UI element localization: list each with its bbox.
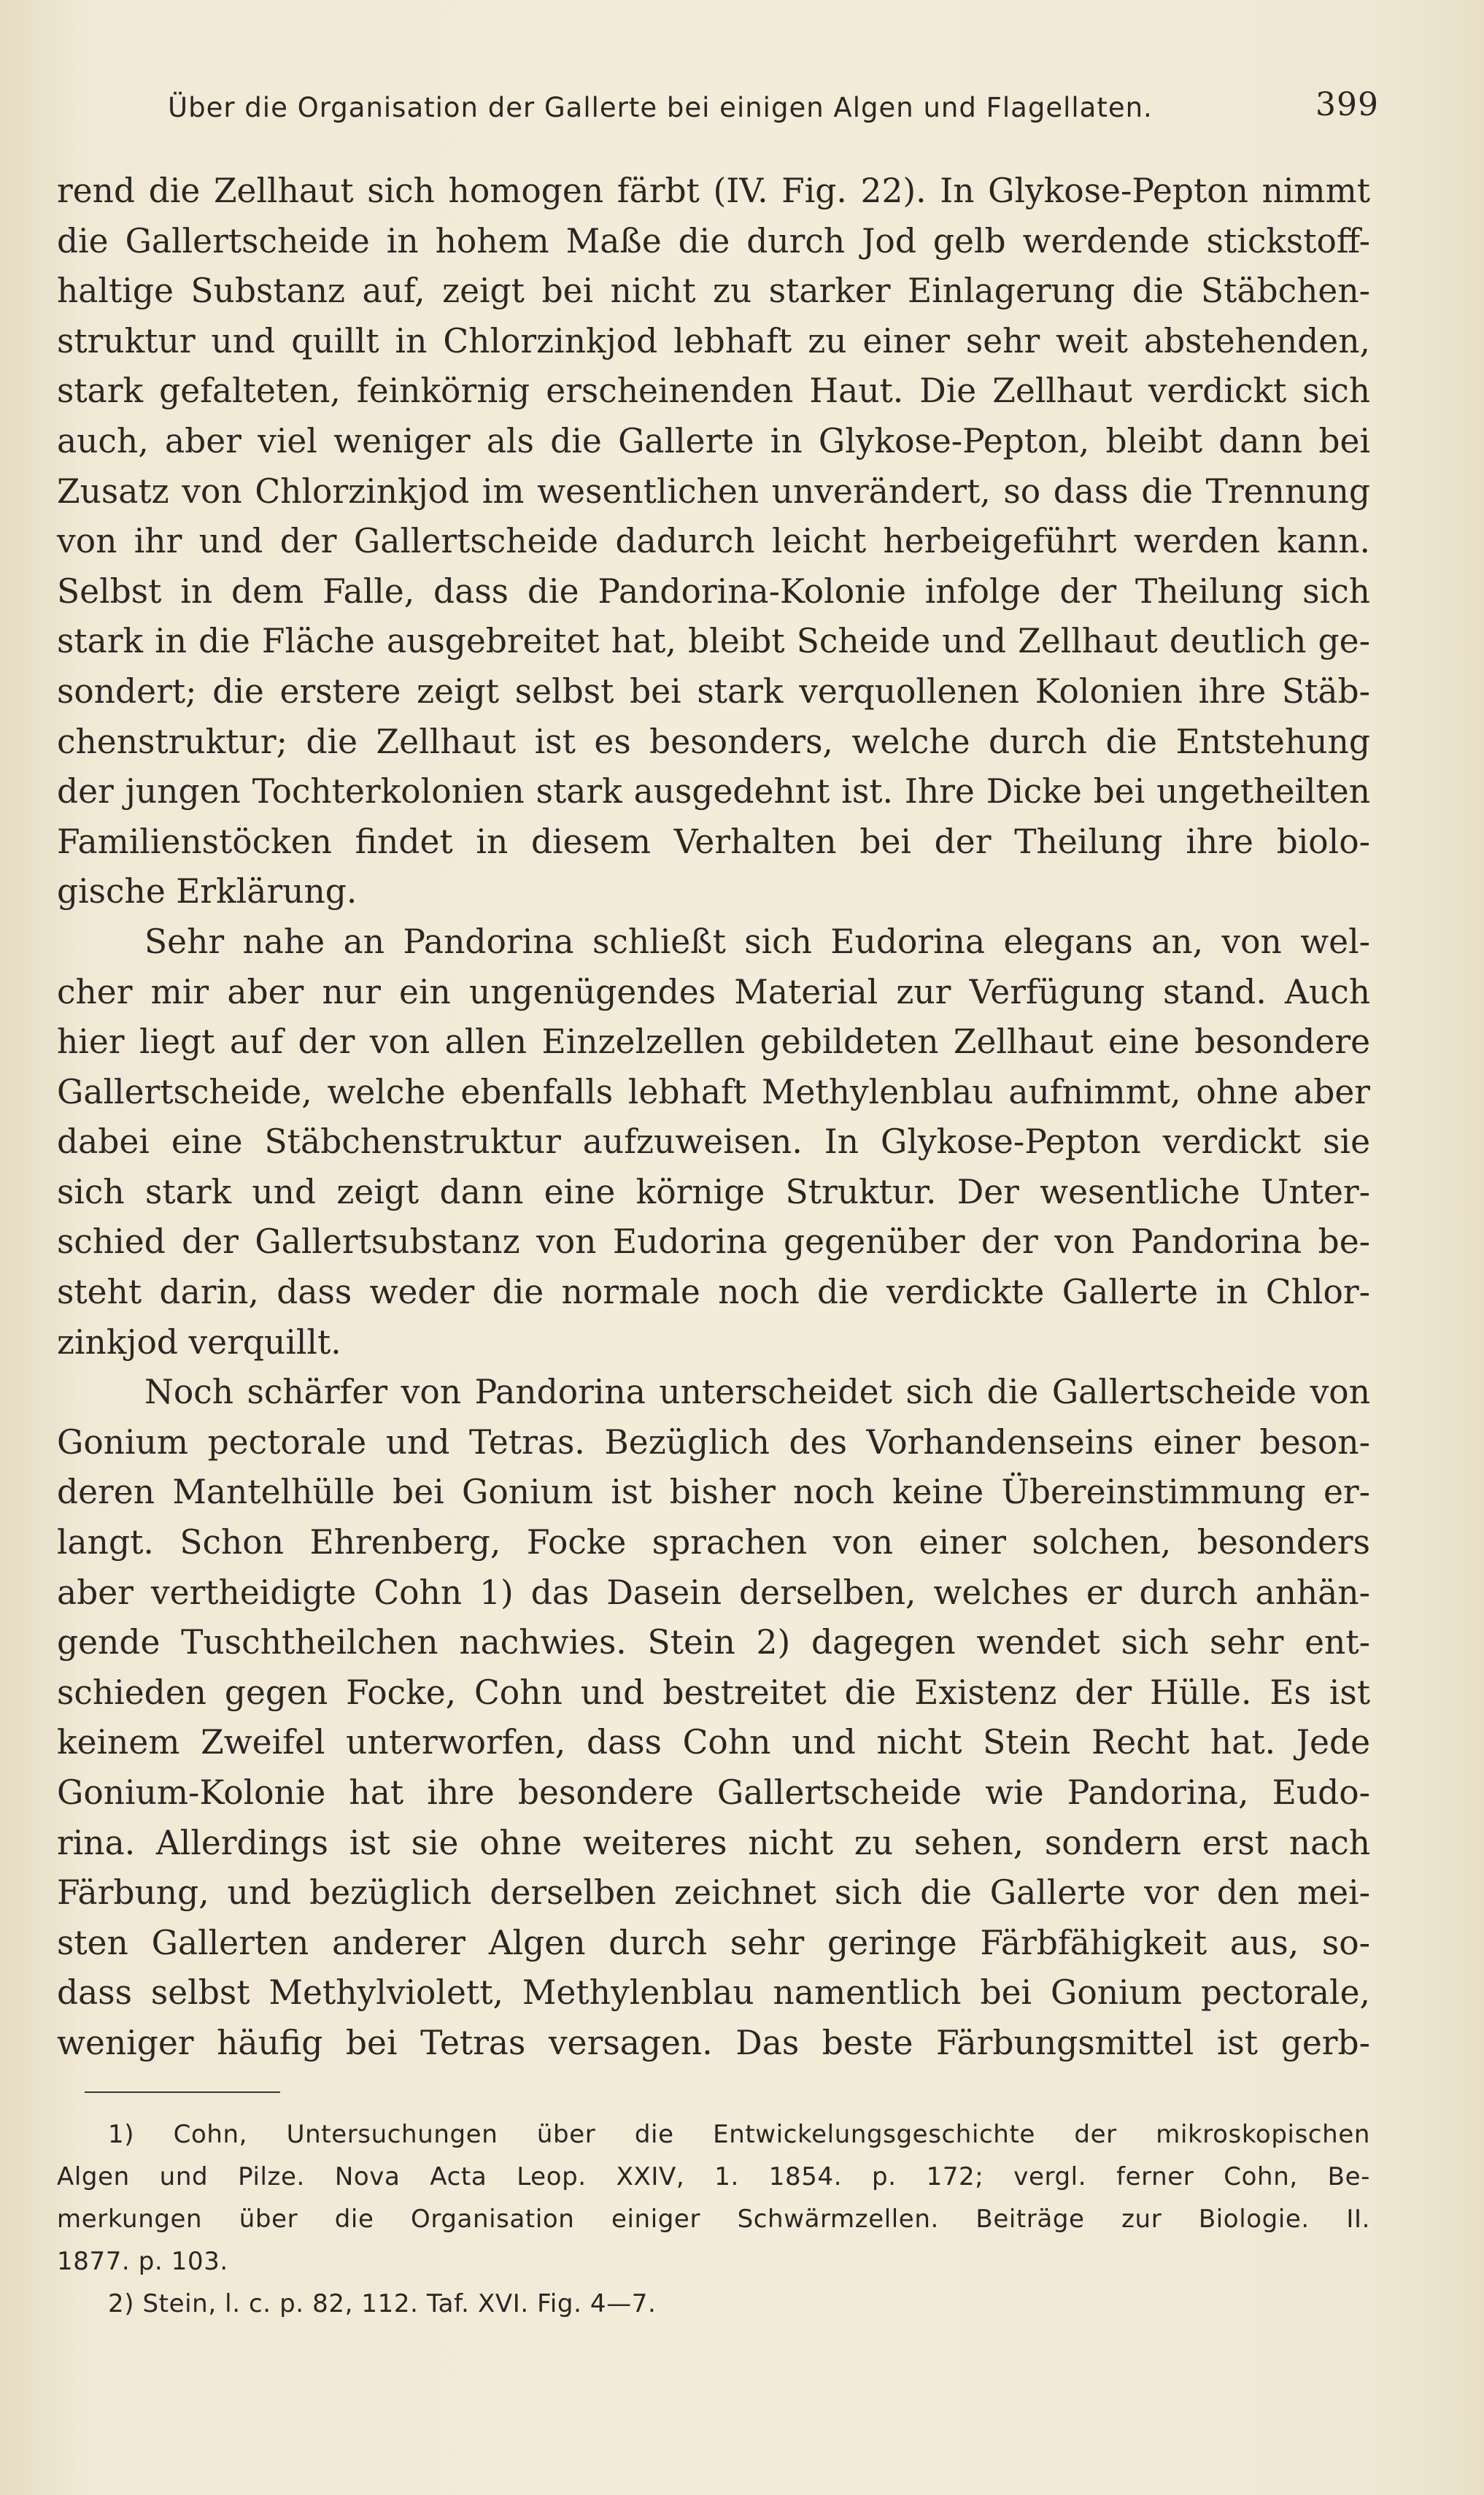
text-line: die Gallertscheide in hohem Maße die durch Jod gelb werdende stickstoff- xyxy=(57,221,1370,261)
body-text xyxy=(57,166,1370,2069)
text-line: hier liegt auf der von allen Einzelzellen gebildeten Zellhaut eine besondere xyxy=(57,1022,1370,1062)
text-line: langt. Schon Ehrenberg, Focke sprachen von einer solchen, besonders xyxy=(57,1523,1370,1562)
text-line: dabei eine Stäbchenstruktur aufzuweisen. In Glykose-Pepton verdickt sie xyxy=(57,1122,1370,1162)
text-line: cher mir aber nur ein ungenügendes Material zur Verfügung stand. Auch xyxy=(57,972,1370,1011)
footnote-line: 1) Cohn, Untersuchungen über die Entwickelungsgeschichte der mikroskopischen xyxy=(108,2120,1370,2149)
text-line: sondert; die erstere zeigt selbst bei stark verquollenen Kolonien ihre Stäb- xyxy=(57,671,1370,711)
text-line: Gonium-Kolonie hat ihre besondere Gallertscheide wie Pandorina, Eudo- xyxy=(57,1773,1370,1812)
text-line: der jungen Tochterkolonien stark ausgedehnt ist. Ihre Dicke bei ungetheilten xyxy=(57,772,1370,811)
text-line: Gonium pectorale und Tetras. Bezüglich des Vorhandenseins einer beson- xyxy=(57,1422,1370,1462)
text-line: gende Tuschtheilchen nachwies. Stein 2) dagegen wendet sich sehr ent- xyxy=(57,1623,1370,1662)
text-line: struktur und quillt in Chlorzinkjod lebhaft zu einer sehr weit abstehenden, xyxy=(57,321,1370,360)
text-line: rend die Zellhaut sich homogen färbt (IV. Fig. 22). In Glykose-Pepton nimmt xyxy=(57,171,1370,210)
text-line: rina. Allerdings ist sie ohne weiteres nicht zu sehen, sondern erst nach xyxy=(57,1823,1370,1862)
text-line: von ihr und der Gallertscheide dadurch leicht herbeigeführt werden kann. xyxy=(57,522,1370,561)
footnote-line: 1877. p. 103. xyxy=(57,2247,228,2276)
text-line: Zusatz von Chlorzinkjod im wesentlichen unverändert, so dass die Trennung xyxy=(57,471,1370,511)
text-line: aber vertheidigte Cohn 1) das Dasein derselben, welches er durch anhän- xyxy=(57,1573,1370,1612)
text-line: haltige Substanz auf, zeigt bei nicht zu starker Einlagerung die Stäbchen- xyxy=(57,271,1370,311)
text-line: chenstruktur; die Zellhaut ist es besonders, welche durch die Entstehung xyxy=(57,722,1370,761)
text-line: weniger häufig bei Tetras versagen. Das beste Färbungsmittel ist gerb- xyxy=(57,2023,1370,2062)
text-line: sten Gallerten anderer Algen durch sehr geringe Färbfähigkeit aus, so- xyxy=(57,1923,1370,1962)
footnote-line: Algen und Pilze. Nova Acta Leop. XXIV, 1. 1854. p. 172; vergl. ferner Cohn, Be- xyxy=(57,2162,1370,2191)
text-line: sich stark und zeigt dann eine körnige Struktur. Der wesentliche Unter- xyxy=(57,1172,1370,1211)
text-line: Gallertscheide, welche ebenfalls lebhaft Methylenblau aufnimmt, ohne aber xyxy=(57,1072,1370,1111)
text-line: schieden gegen Focke, Cohn und bestreitet die Existenz der Hülle. Es ist xyxy=(57,1673,1370,1712)
page-number: 399 xyxy=(1315,86,1379,123)
footnotes xyxy=(57,2113,1370,2325)
text-line: gische Erklärung. xyxy=(57,872,358,911)
text-line: keinem Zweifel unterworfen, dass Cohn und nicht Stein Recht hat. Jede xyxy=(57,1723,1370,1762)
text-line: schied der Gallertsubstanz von Eudorina gegenüber der von Pandorina be- xyxy=(57,1222,1370,1262)
text-line: steht darin, dass weder die normale noch die verdickte Gallerte in Chlor- xyxy=(57,1273,1370,1312)
running-head-title: Über die Organisation der Gallerte bei einigen Algen und Flagellaten. xyxy=(168,92,1153,123)
text-line: auch, aber viel weniger als die Gallerte in Glykose-Pepton, bleibt dann bei xyxy=(57,421,1370,460)
text-line: Färbung, und bezüglich derselben zeichnet sich die Gallerte vor den mei- xyxy=(57,1873,1370,1913)
text-line: stark in die Fläche ausgebreitet hat, bleibt Scheide und Zellhaut deutlich ge- xyxy=(57,622,1370,661)
text-line: Noch schärfer von Pandorina unterscheidet sich die Gallertscheide von xyxy=(144,1373,1370,1412)
text-line: Familienstöcken findet in diesem Verhalten bei der Theilung ihre biolo- xyxy=(57,822,1370,861)
text-line: zinkjod verquillt. xyxy=(57,1322,341,1362)
text-line: dass selbst Methylviolett, Methylenblau namentlich bei Gonium pectorale, xyxy=(57,1973,1370,2013)
text-line: Selbst in dem Falle, dass die Pandorina-Kolonie infolge der Theilung sich xyxy=(57,571,1370,611)
text-line: deren Mantelhülle bei Gonium ist bisher noch keine Übereinstimmung er- xyxy=(57,1473,1370,1512)
footnote-rule xyxy=(85,2091,280,2093)
running-head xyxy=(168,86,1379,130)
footnote-line: 2) Stein, l. c. p. 82, 112. Taf. XVI. Fig. 4—7. xyxy=(108,2289,657,2318)
text-line: stark gefalteten, feinkörnig erscheinenden Haut. Die Zellhaut verdickt sich xyxy=(57,371,1370,411)
footnote-line: merkungen über die Organisation einiger Schwärmzellen. Beiträge zur Biologie. II. xyxy=(57,2205,1370,2234)
text-line: Sehr nahe an Pandorina schließt sich Eudorina elegans an, von wel- xyxy=(144,922,1370,961)
